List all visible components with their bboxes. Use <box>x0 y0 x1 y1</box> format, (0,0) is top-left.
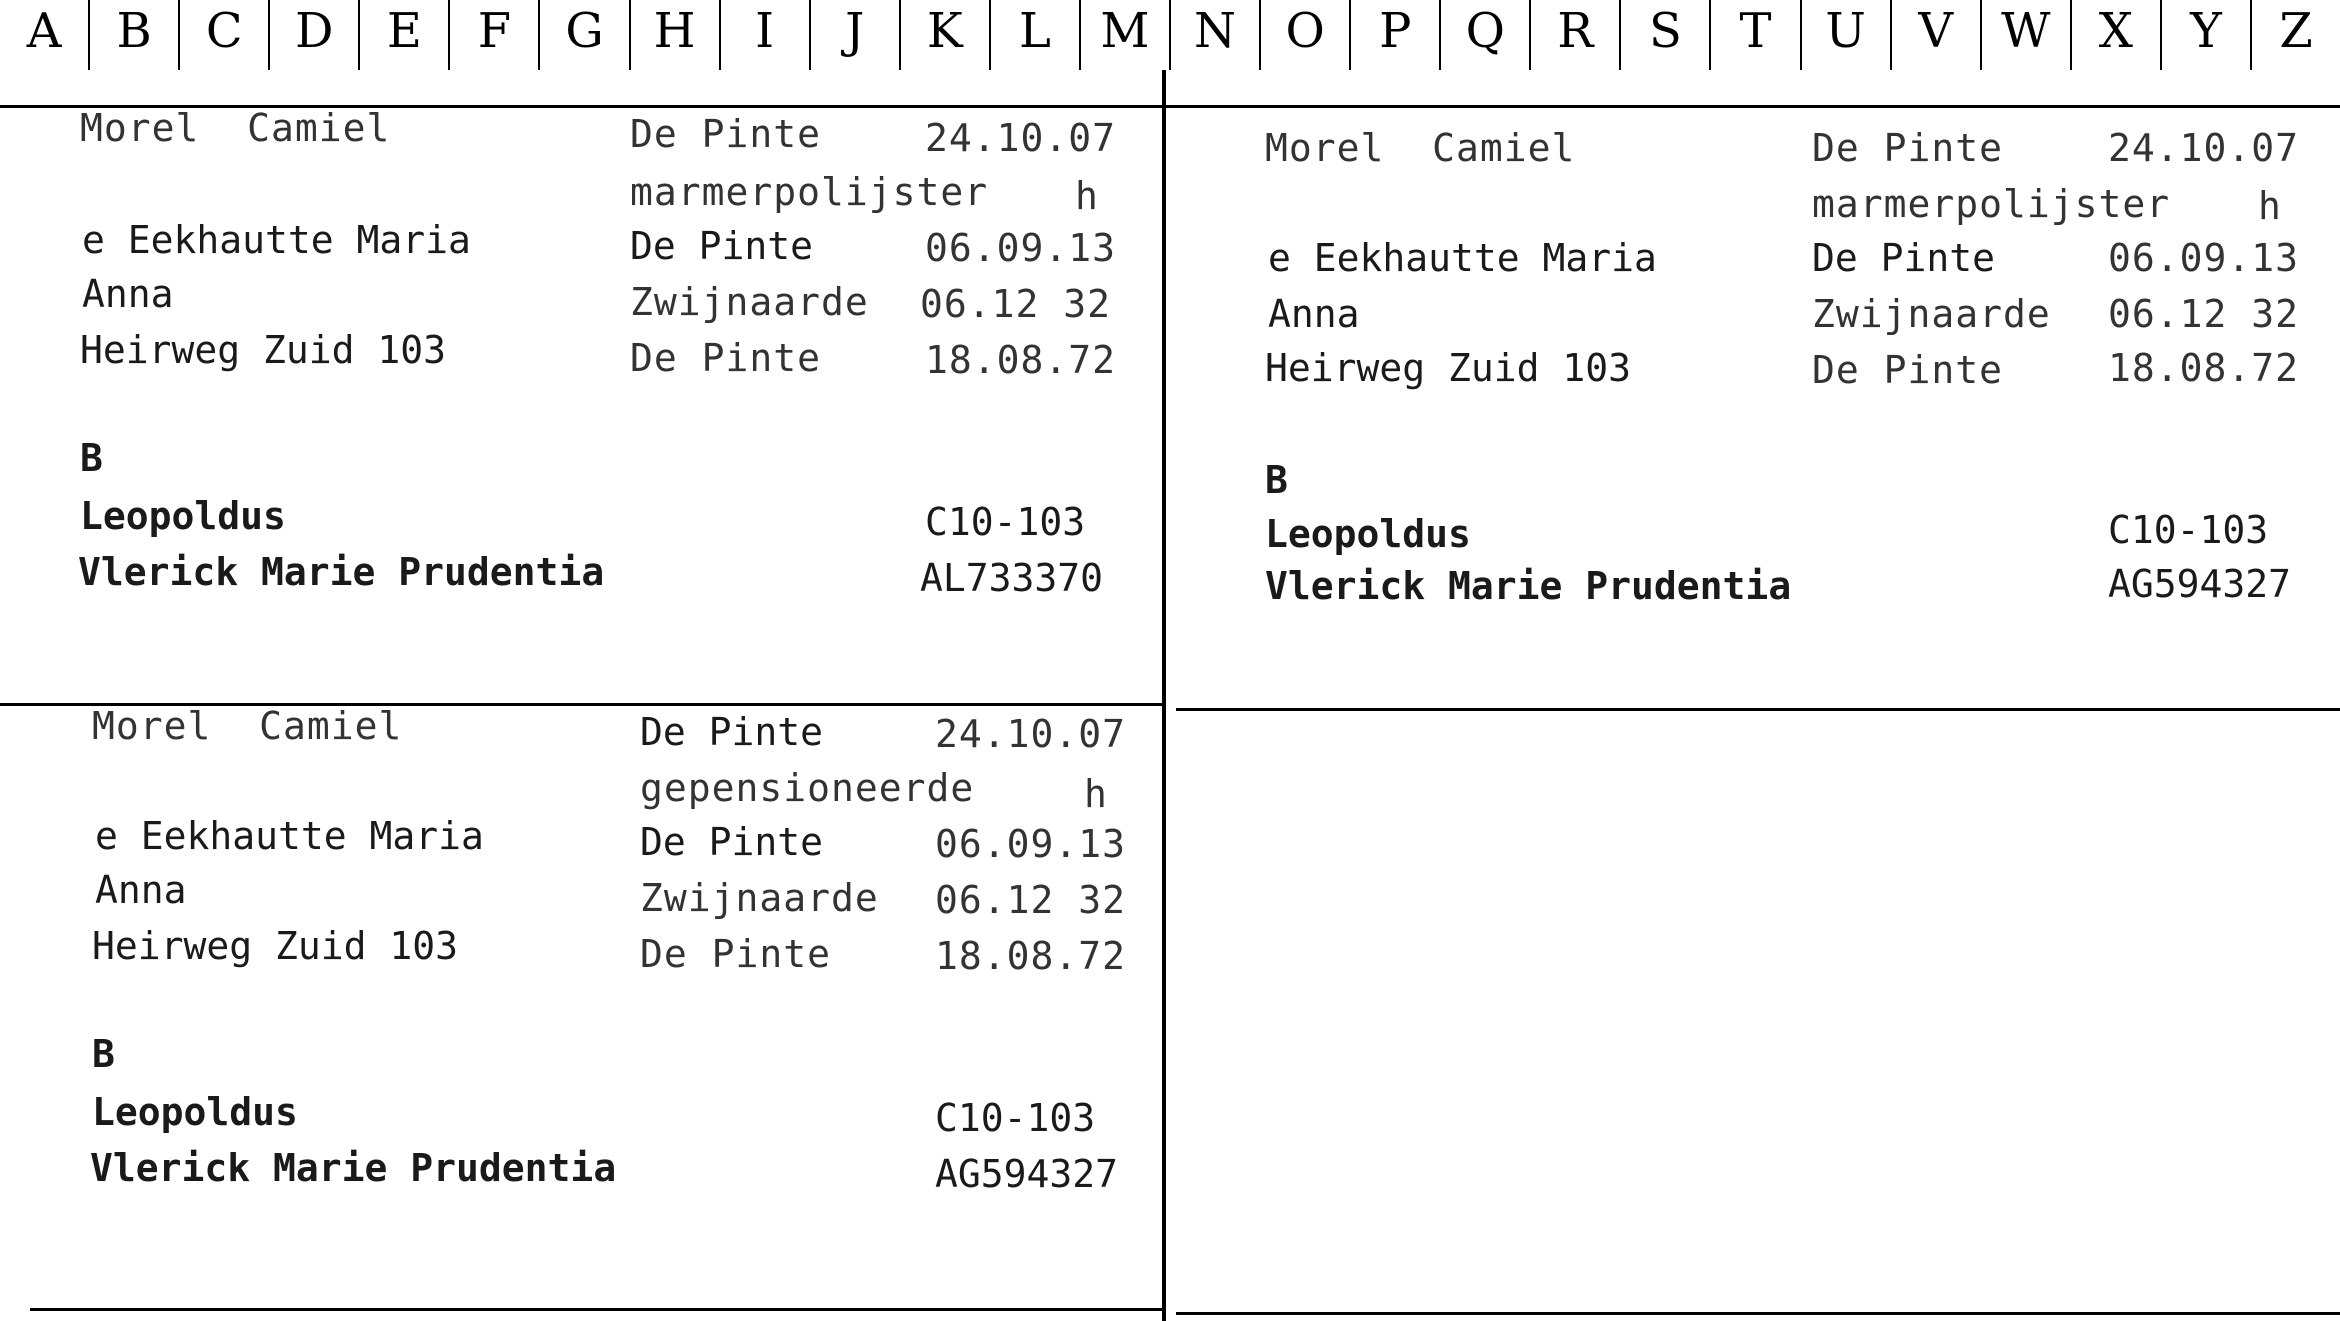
index-letter-p[interactable]: P <box>1349 0 1439 70</box>
index-letter-h[interactable]: H <box>629 0 719 70</box>
card-father: Leopoldus <box>80 494 286 538</box>
card-death-place: De Pinte <box>1812 348 2004 392</box>
card-spouse-date: 06.09.13 <box>925 226 1117 270</box>
card-occupation: marmerpolijster <box>1812 182 2171 226</box>
index-letter-l[interactable]: L <box>989 0 1079 70</box>
card-spouse-first: Anna <box>1268 292 1360 336</box>
card-b-label: B <box>92 1032 115 1076</box>
index-letter-m[interactable]: M <box>1079 0 1169 70</box>
index-letter-t[interactable]: T <box>1709 0 1799 70</box>
card-spouse-place: De Pinte <box>630 224 814 268</box>
card-address: Heirweg Zuid 103 <box>80 328 447 372</box>
card-birth-date: 24.10.07 <box>2108 126 2300 170</box>
card-number: AG594327 <box>935 1152 1119 1196</box>
divider-middle-right <box>1176 708 2340 711</box>
index-letter-q[interactable]: Q <box>1439 0 1529 70</box>
card-mother: Vlerick Marie Prudentia <box>1265 564 1792 608</box>
card-mother: Vlerick Marie Prudentia <box>90 1146 617 1190</box>
index-letter-f[interactable]: F <box>448 0 538 70</box>
index-letter-r[interactable]: R <box>1529 0 1619 70</box>
card-birth-place: De Pinte <box>1812 126 2004 170</box>
card-code: C10-103 <box>2108 508 2269 552</box>
index-letter-e[interactable]: E <box>358 0 448 70</box>
alphabet-index <box>0 0 2340 70</box>
card-spouse-place: De Pinte <box>640 820 824 864</box>
card-marriage-date: 06.12 32 <box>935 878 1127 922</box>
card-marriage-place: Zwijnaarde <box>630 280 869 324</box>
card-father: Leopoldus <box>1265 512 1471 556</box>
card-marriage-place: Zwijnaarde <box>1812 292 2051 336</box>
card-death-place: De Pinte <box>640 932 832 976</box>
card-occupation: marmerpolijster <box>630 170 989 214</box>
card-death-place: De Pinte <box>630 336 822 380</box>
card-father: Leopoldus <box>92 1090 298 1134</box>
divider-vertical <box>1162 70 1166 1321</box>
card-death-date: 18.08.72 <box>2108 346 2300 390</box>
index-letter-j[interactable]: J <box>809 0 899 70</box>
card-code: C10-103 <box>935 1096 1096 1140</box>
card-death-date: 18.08.72 <box>925 338 1117 382</box>
index-letter-x[interactable]: X <box>2070 0 2160 70</box>
card-b-label: B <box>1265 458 1288 502</box>
index-letter-s[interactable]: S <box>1619 0 1709 70</box>
card-spouse-first: Anna <box>82 272 174 316</box>
index-letter-b[interactable]: B <box>88 0 178 70</box>
card-marriage-place: Zwijnaarde <box>640 876 879 920</box>
index-letter-w[interactable]: W <box>1980 0 2070 70</box>
card-number: AL733370 <box>920 556 1104 600</box>
card-mother: Vlerick Marie Prudentia <box>78 550 605 594</box>
index-letter-i[interactable]: I <box>719 0 809 70</box>
card-occupation: gepensioneerde <box>640 766 975 810</box>
card-spouse: e Eekhautte Maria <box>82 218 471 262</box>
card-spouse-date: 06.09.13 <box>935 822 1127 866</box>
card-name: Morel Camiel <box>80 106 391 150</box>
divider-top-right <box>1166 105 2340 108</box>
index-letter-k[interactable]: K <box>899 0 989 70</box>
card-spouse-first: Anna <box>95 868 187 912</box>
card-spouse-date: 06.09.13 <box>2108 236 2300 280</box>
card-spouse: e Eekhautte Maria <box>1268 236 1657 280</box>
card-death-date: 18.08.72 <box>935 934 1127 978</box>
card-spouse: e Eekhautte Maria <box>95 814 484 858</box>
index-letter-z[interactable]: Z <box>2250 0 2340 70</box>
index-letter-v[interactable]: V <box>1890 0 1980 70</box>
card-marriage-date: 06.12 32 <box>920 282 1112 326</box>
index-letter-y[interactable]: Y <box>2160 0 2250 70</box>
divider-bottom-left <box>30 1308 1162 1311</box>
card-sex: h <box>2258 184 2282 228</box>
index-letter-o[interactable]: O <box>1259 0 1349 70</box>
card-birth-place: De Pinte <box>630 112 822 156</box>
card-b-label: B <box>80 436 103 480</box>
card-birth-place: De Pinte <box>640 710 824 754</box>
card-birth-date: 24.10.07 <box>935 712 1127 756</box>
card-name: Morel Camiel <box>1265 126 1576 170</box>
index-letter-n[interactable]: N <box>1169 0 1259 70</box>
card-number: AG594327 <box>2108 562 2292 606</box>
index-letter-g[interactable]: G <box>538 0 628 70</box>
index-letter-d[interactable]: D <box>268 0 358 70</box>
card-marriage-date: 06.12 32 <box>2108 292 2300 336</box>
card-code: C10-103 <box>925 500 1086 544</box>
divider-bottom-right <box>1176 1312 2340 1315</box>
card-name: Morel Camiel <box>92 704 403 748</box>
card-sex: h <box>1084 772 1108 816</box>
index-letter-a[interactable]: A <box>26 3 62 59</box>
card-spouse-place: De Pinte <box>1812 236 1996 280</box>
index-letter-c[interactable]: C <box>178 0 268 70</box>
card-address: Heirweg Zuid 103 <box>1265 346 1632 390</box>
card-birth-date: 24.10.07 <box>925 116 1117 160</box>
index-letter-u[interactable]: U <box>1800 0 1890 70</box>
card-sex: h <box>1075 174 1099 218</box>
card-address: Heirweg Zuid 103 <box>92 924 459 968</box>
